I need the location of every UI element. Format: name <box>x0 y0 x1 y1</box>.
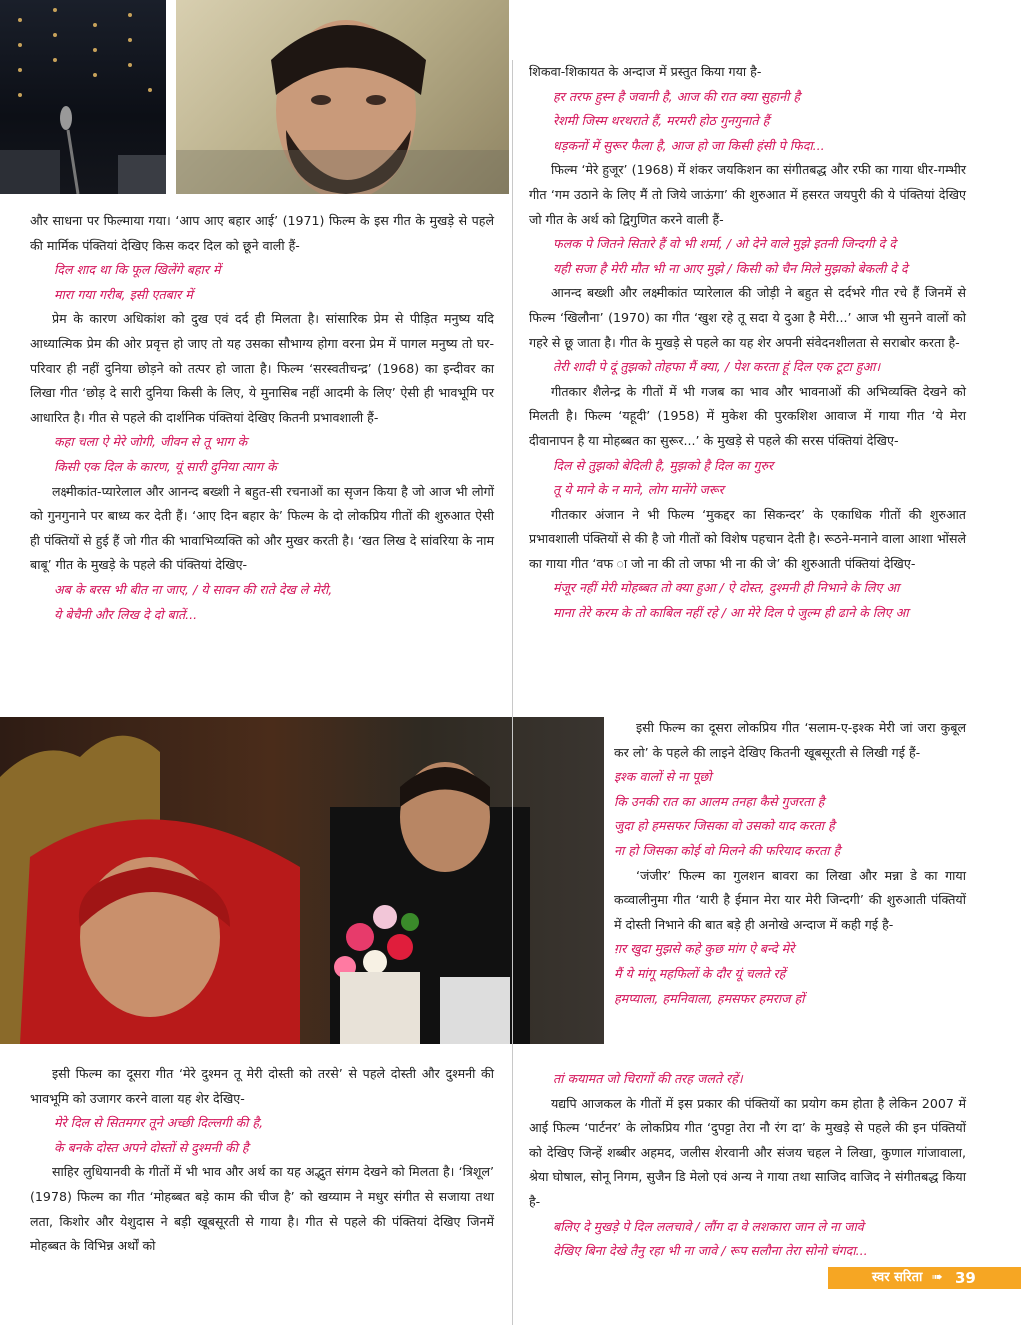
verse-text: बलिए दे मुखड़े पे दिल ललचावे <box>553 1218 696 1234</box>
verse-line: इश्क वालों से ना पूछो <box>614 769 712 785</box>
verse-line: मेरे दिल से सितमगर तूने अच्छी दिल्लगी की है, <box>54 1115 264 1131</box>
verse-line <box>30 578 494 603</box>
paragraph-r7: ‘जंजीर’ फिल्म का गुलशन बावरा का लिखा और मन्ना डे का गाया कव्वालीनुमा गीत ‘यारी है ईमान मेरा यार मेरी जिन्दगी’ की शुरुआती पंक्तियों में दोस्ती निभाने की बात बड़े ही अनोखे अन्दाज में कही गई है- <box>614 867 966 932</box>
verse-line <box>529 1239 966 1264</box>
verse-text: फलक पे जितने सितारे हैं वो भी शर्मा, <box>553 236 727 252</box>
verse-line: किसी एक दिल के कारण, यूं सारी दुनिया त्याग के <box>54 458 277 474</box>
verse-line: ये बेचैनी और लिख दे दो बातें... <box>54 606 198 622</box>
paragraph-r6: इसी फिल्म का दूसरा लोकप्रिय गीत ‘सलाम-ए-इश्क मेरी जां जरा कुबूल कर लो’ के पहले की लाइने देखिए कितनी खूबसूरती से लिखी गई हैं- <box>614 720 966 760</box>
verse-line: रेशमी जिस्म थरथराते हैं, मरमरी होठ गुनगुनाते हैं <box>553 113 770 129</box>
paragraph-1: और साधना पर फिल्माया गया। ‘आप आए बहार आई’ (1971) फिल्म के इस गीत के मुखड़े से पहले की मार्मिक पंक्तियां देखिए किस कदर दिल को छूने वाली हैं- <box>30 213 494 253</box>
footer-bar <box>828 1267 1021 1289</box>
verse-line: मारा गया गरीब, इसी एतबार में <box>54 286 193 302</box>
verse-line <box>529 257 966 282</box>
magazine-title: स्वर सरिता <box>872 1270 923 1285</box>
verse-text: ओ देने वाले मुझे इतनी जिन्दगी दे दे <box>730 236 896 252</box>
verse-line: तां कयामत जो चिरागों की तरह जलते रहें। <box>553 1071 743 1086</box>
paragraph-3: लक्ष्मीकांत-प्यारेलाल और आनन्द बख्शी ने बहुत-सी रचनाओं का सृजन किया है जो आज भी लोगों को गुनगुनाने पर बाध्य कर देती हैं। ‘आए दिन बहार के’ फिल्म के दो लोकप्रिय गीतों की शुरुआत ऐसी ही पंक्तियों से हुई हैं जो गीत की भावाभिव्यक्ति को और मुखर करती है। ‘खत लिख दे सांवरिया के नाम बाबू’ गीत के मुखड़े के पहले की पंक्तियां देखिए- <box>30 483 494 573</box>
verse-line: दिल शाद था कि फूल खिलेंगे बहार में <box>54 262 221 278</box>
verse-slash: / <box>192 581 198 597</box>
right-column-middle <box>614 716 966 1011</box>
paragraph-4: इसी फिल्म का दूसरा गीत ‘मेरे दुश्मन तू मेरी दोस्ती को तरसे’ से पहले दोस्ती और दुश्मनी की भावभूमि को उजागर करने वाला यह शेर देखिए- <box>30 1066 494 1106</box>
arrow-icon: ➠ <box>932 1270 943 1285</box>
verse-text: मंजूर नहीं मेरी मोहब्बत तो क्या हुआ <box>553 580 720 596</box>
paragraph-5: साहिर लुधियानवी के गीतों में भी भाव और अर्थ का यह अद्भुत संगम देखने को मिलता है। ‘त्रिशूल’ (1978) फिल्म का गीत ‘मोहब्बत बड़े काम की चीज है’ को खय्याम ने मधुर संगीत से सजाया तथा लता, किशोर और येशुदास ने बड़ी खूबसूरती से गाया है। गीत से पहले की पंक्तियां देखिए जिनमें मोहब्बत के विभिन्न अर्थों को <box>30 1164 494 1254</box>
paragraph-r2: फिल्म ‘मेरे हुजूर’ (1968) में शंकर जयकिशन का संगीतबद्ध और रफी का गाया धीर-गम्भीर गीत ‘गम उठाने के लिए मैं तो जिये जाऊंगा’ की शुरुआत में हसरत जयपुरी की ये पंक्तियां देखिए जो गीत के अर्थ को द्विगुणित करने वाली हैं- <box>529 162 966 227</box>
verse-line: के बनके दोस्त अपने दोस्तों से दुश्मनी की है <box>54 1139 249 1155</box>
paragraph-r1: शिकवा-शिकायत के अन्दाज में प्रस्तुत किया गया है- <box>529 64 762 79</box>
column-divider <box>512 60 513 1325</box>
verse-line <box>529 1215 966 1240</box>
verse-slash: / <box>719 580 724 596</box>
verse-line: हर तरफ हुस्न है जवानी है, आज की रात क्या सुहानी है <box>553 88 801 104</box>
left-column-bottom <box>30 1062 494 1259</box>
verse-text: ऐ दोस्त, दुश्मनी ही निभाने के लिए आ <box>723 580 900 596</box>
verse-line: मैं ये मांगू महफिलों के दौर यूं चलते रहें <box>614 965 786 981</box>
left-column-top <box>30 209 494 627</box>
verse-slash: / <box>727 260 732 276</box>
verse-text: पेश करता हूं दिल एक टूटा हुआ। <box>729 359 881 375</box>
verse-text: किसी को चैन मिले मुझको बेकली दे दे <box>731 260 908 276</box>
right-column-bottom <box>529 1067 966 1264</box>
verse-line <box>529 601 966 626</box>
bearded-actor-photo <box>176 0 509 194</box>
paragraph-r8: यद्यपि आजकल के गीतों में इस प्रकार की पंक्तियों का प्रयोग कम होता है लेकिन 2007 में आई फिल्म ‘पार्टनर’ के लोकप्रिय गीत ‘दुपट्टा तेरा नौ रंग दा’ के मुखड़े से पहले की इन पंक्तियों को देखिए जिन्हें शब्बीर अहमद, जलीस शेरवानी और संजय चहल ने लिखा, कुणाल गांजावाला, श्रेया घोषाल, सोनू निगम, सुजैन डि मेलो एवं अन्य ने गाया तथा साजिद वाजिद ने संगीतबद्ध किया है- <box>529 1095 966 1209</box>
paragraph-r3: आनन्द बख्शी और लक्ष्मीकांत प्यारेलाल की जोड़ी ने बहुत से दर्दभरे गीत रचे हैं जिनमें से फिल्म ‘खिलौना’ (1970) का गीत ‘खुश रहे तू सदा ये दुआ है मेरी...’ आज भी सुनने वालों को गहरे से छू जाता है। गीत के मुखड़े से पहले का यह शेर अपनी संवेदनशीलता से सराबोर करता है- <box>529 285 966 350</box>
verse-slash: / <box>724 359 730 375</box>
verse-line: तू ये माने के न माने, लोग मानेंगे जरूर <box>553 482 724 498</box>
verse-line: ग़र खुदा मुझसे कहे कुछ मांग ऐ बन्दे मेरे <box>614 941 795 957</box>
verse-text: ये सावन की राते देख ले मेरी, <box>197 581 333 597</box>
verse-text: अब के बरस भी बीत ना जाए, <box>54 581 193 597</box>
verse-text: यही सजा है मेरी मौत भी ना आए मुझे <box>553 260 728 276</box>
verse-text: देखिए बिना देखे तैनु रहा भी ना जावे <box>553 1243 722 1259</box>
verse-slash: / <box>726 236 731 252</box>
verse-text: रूप सलौना तेरा सोनो चंगदा... <box>725 1243 868 1259</box>
right-column-top <box>529 60 966 626</box>
bearded-man-icon <box>176 0 509 194</box>
verse-line <box>529 232 966 257</box>
verse-line: हमप्याला, हमनिवाला, हमसफर हमराज हों <box>614 990 805 1006</box>
verse-line: जुदा हो हमसफर जिसका वो उसको याद करता है <box>614 818 835 834</box>
bride-and-groom-photo <box>0 717 604 1044</box>
verse-slash: / <box>695 1218 700 1234</box>
wedding-scene-icon <box>0 717 604 1044</box>
verse-line: दिल से तुझको बेदिली है, मुझको है दिल का गुरुर <box>553 457 774 473</box>
verse-line: कहा चला ऐ मेरे जोगी, जीवन से तू भाग के <box>54 434 248 450</box>
verse-line: धड़कनों में सुरूर फैला है, आज हो जा किसी हंसी पे फिदा... <box>553 137 825 153</box>
verse-text: आ मेरे दिल पे जुल्म ही ढाने के लिए आ <box>725 605 909 621</box>
verse-slash: / <box>721 605 726 621</box>
paragraph-r4: गीतकार शैलेन्द्र के गीतों में भी गजब का भाव और भावनाओं की अभिव्यक्ति देखने को मिलती है। फिल्म ‘यहूदी’ (1958) में मुकेश की पुरकशिश आवाज में गाया गीत ‘ये मेरा दीवानापन है या मोहब्बत का सुरूर...’ के मुखड़े से पहले की सरस पंक्तियां देखिए- <box>529 383 966 448</box>
verse-line: ना हो जिसका कोई वो मिलने की फरियाद करता है <box>614 842 841 858</box>
verse-line <box>529 576 966 601</box>
paragraph-r5: गीतकार अंजान ने भी फिल्म ‘मुकद्दर का सिकन्दर’ के एकाधिक गीतों की शुरुआत प्रभावशाली पंक्तियों से की है जो गीतों को विशेष पहचान देती है। रूठने-मनाने वाला आशा भोंसले का गाया गीत ‘वफ ा जो ना की तो जफा भी ना की जे’ की शुरुआती पंक्तियां देखिए- <box>529 506 966 571</box>
verse-slash: / <box>721 1243 726 1259</box>
stage-microphone-photo <box>0 0 166 194</box>
stage-microphone-icon <box>0 0 166 194</box>
verse-text: तेरी शादी पे दूं तुझको तोहफा मैं क्या, <box>553 359 725 375</box>
verse-text: लौंग दा वे लशकारा जान ले ना जावे <box>699 1218 864 1234</box>
verse-line <box>529 355 966 380</box>
verse-text: माना तेरे करम के तो काबिल नहीं रहे <box>553 605 722 621</box>
verse-line: कि उनकी रात का आलम तनहा कैसे गुजरता है <box>614 793 825 809</box>
paragraph-2: प्रेम के कारण अधिकांश को दुख एवं दर्द ही मिलता है। सांसारिक प्रेम से पीड़ित मनुष्य यदि आध्यात्मिक प्रेम की ओर प्रवृत्त हो जाए तो यह उसका सौभाग्य होगा वरना प्रेम में पागल मनुष्य तो घर-परिवार ही नहीं दुनिया छोड़ने को तत्पर हो जाता है। फिल्म ‘सरस्वतीचन्द्र’ (1968) का इन्दीवर का लिखा गीत ‘छोड़ दे सारी दुनिया किसी के लिए, ये मुनासिब नहीं आदमी के लिए’ ऐसी ही भावभूमि पर आधारित है। गीत से पहले की दार्शनिक पंक्तियां देखिए कितनी प्रभावशाली हैं- <box>30 311 494 425</box>
page-number: 39 <box>955 1269 976 1287</box>
